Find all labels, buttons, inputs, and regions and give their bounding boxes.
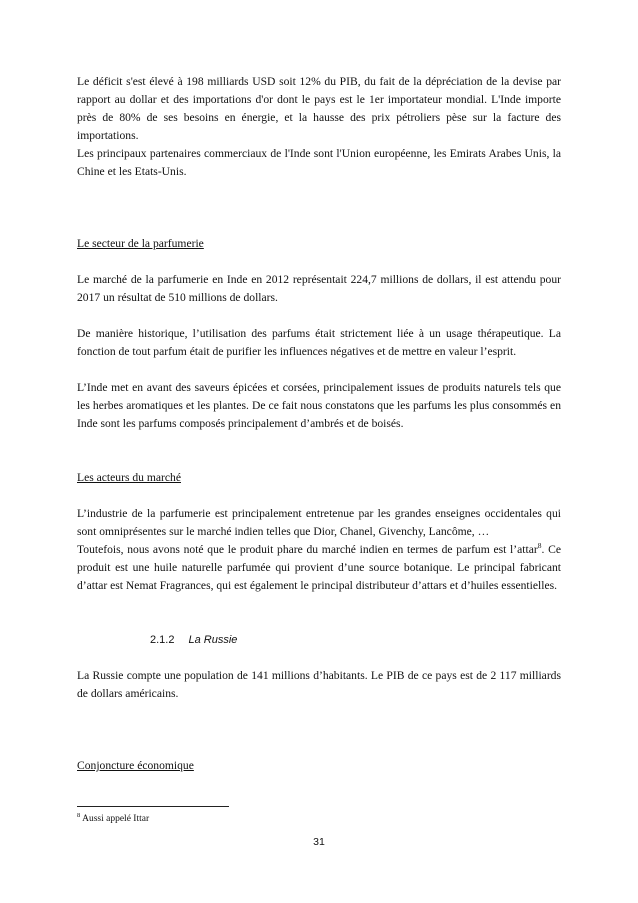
paragraph-deficit: Le déficit s'est élevé à 198 milliards USD soit 12% du PIB, du fait de la dépréciation de la devise par rapport au dollar et des importations d'or dont le pays est le 1er importateur mondial. L'Inde importe près de 80% de ses besoins en énergie, et la hausse des prix pétroliers pèse sur la facture des importations.: [77, 75, 561, 142]
paragraph-partners: Les principaux partenaires commerciaux de l'Inde sont l'Union européenne, les Emirats Arabes Unis, la Chine et les Etats-Unis.: [77, 147, 561, 178]
footnote-separator: [77, 806, 229, 807]
paragraph-perfume-market: Le marché de la parfumerie en Inde en 2012 représentait 224,7 millions de dollars, il est attendu pour 2017 un résultat de 510 millions de dollars.: [77, 273, 561, 304]
paragraph-actors-attar: [77, 541, 561, 595]
paragraph-perfume-history: De manière historique, l’utilisation des parfums était strictement liée à un usage thérapeutique. La fonction de tout parfum était de purifier les influences négatives et de mettre en valeur l’esprit.: [77, 327, 561, 358]
paragraph-russia-population: La Russie compte une population de 141 millions d’habitants. Le PIB de ce pays est de 2 117 milliards de dollars américains.: [77, 669, 561, 700]
subsection-title: La Russie: [188, 634, 238, 646]
attar-text-before: Toutefois, nous avons noté que le produit phare du marché indien en termes de parfum est l’attar: [77, 543, 538, 556]
heading-economic-situation: Conjoncture économique: [77, 759, 194, 772]
footnote-text: Aussi appelé Ittar: [82, 814, 150, 824]
footnote-marker: 8: [77, 811, 81, 819]
heading-perfume-sector: Le secteur de la parfumerie: [77, 237, 204, 250]
subsection-heading-russia: [77, 631, 561, 649]
body-text: [77, 73, 561, 775]
footnote-reference: 8: [537, 541, 542, 551]
attar-text-after: . Ce produit est une huile naturelle parfumée qui provient d’une source botanique. Le principal fabricant d’attar est Nemat Fragrances, qui est également le principal distributeur d’attars et d’huiles essentielles.: [77, 543, 561, 592]
paragraph-actors-industry: L’industrie de la parfumerie est principalement entretenue par les grandes enseignes occidentales qui sont omniprésentes sur le marché indien telles que Dior, Chanel, Givenchy, Lancôme, …: [77, 507, 561, 538]
heading-market-actors: Les acteurs du marché: [77, 471, 181, 484]
footnote: [77, 813, 149, 825]
subsection-number: 2.1.2: [150, 634, 175, 646]
paragraph-perfume-flavors: L’Inde met en avant des saveurs épicées et corsées, principalement issues de produits naturels tels que les herbes aromatiques et les plantes. De ce fait nous constatons que les parfums les plus consommés en Inde sont les parfums composés principalement d’ambrés et de boisés.: [77, 381, 561, 430]
page-number: 31: [313, 836, 325, 848]
